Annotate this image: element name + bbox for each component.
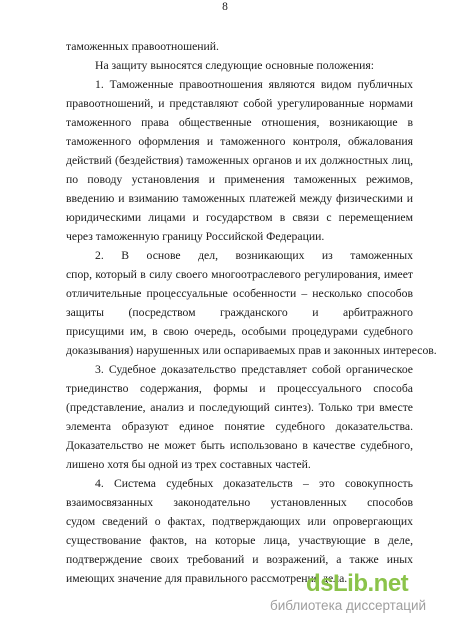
text-line: 3. Судебное доказательство представляет собой органическое: [95, 363, 413, 376]
text-line: присущими им, в свою очередь, особыми процедурами судебного: [66, 325, 413, 338]
watermark-logo: dsLib.net: [306, 570, 409, 597]
text-line: отличительные процессуальные особенности – несколько способов: [66, 287, 413, 300]
text-line: 2. В основе дел, возникающих из таможенных: [95, 249, 413, 262]
text-line: по поводу установления и применения таможенных режимов,: [66, 173, 413, 186]
text-line: 4. Система судебных доказательств – это совокупность: [95, 477, 413, 490]
text-line: таможенного оформления и таможенного контроля, обжалования: [66, 135, 413, 148]
text-line: (представление, анализ и последующий синтез). Только три вместе: [66, 401, 413, 414]
watermark-subtitle: библиотека диссертаций: [270, 598, 427, 613]
text-line: триединство содержания, формы и процессуального способа: [66, 382, 413, 395]
text-line: На защиту выносятся следующие основные положения:: [95, 59, 375, 72]
text-line: подтверждение своих требований и возражений, а также иных: [66, 553, 413, 566]
text-line: элемента образуют единое понятие судебного доказательства.: [66, 420, 413, 433]
text-line: через таможенную границу Российской Федерации.: [66, 230, 325, 243]
text-line: правоотношений, и представляют собой урегулированные нормами: [66, 97, 413, 110]
text-line: взаимосвязанных законодательно установленных способов: [66, 496, 413, 509]
text-line: существование фактов, на которые лица, участвующие в деле,: [66, 534, 413, 547]
page-number: 8: [222, 1, 228, 13]
text-line: имеющих значение для правильного рассмотрения дела.: [66, 572, 348, 585]
text-line: 1. Таможенные правоотношения являются видом публичных: [95, 78, 413, 91]
text-line: юридическими лицами и государством в связи с перемещением: [66, 211, 413, 224]
text-line: Доказательство не может быть использовано в качестве судебного,: [66, 439, 413, 452]
text-line: таможенных правоотношений.: [66, 40, 219, 53]
text-line: действий (бездействия) таможенных органов и их должностных лиц,: [66, 154, 413, 167]
text-line: спор, который в силу своего многоотраслевого регулирования, имеет: [66, 268, 413, 281]
text-line: введению и взиманию таможенных платежей между физическими и: [66, 192, 413, 205]
text-line: таможенного права общественные отношения, возникающие в: [66, 116, 413, 129]
text-line: судом сведений о фактах, подтверждающих или опровергающих: [66, 515, 413, 528]
text-line: доказывания) нарушенных или оспариваемых прав и законных интересов.: [66, 344, 437, 357]
text-line: защиты (посредством гражданского и арбитражного: [66, 306, 413, 319]
text-line: лишено хотя бы одной из трех составных частей.: [66, 458, 311, 471]
